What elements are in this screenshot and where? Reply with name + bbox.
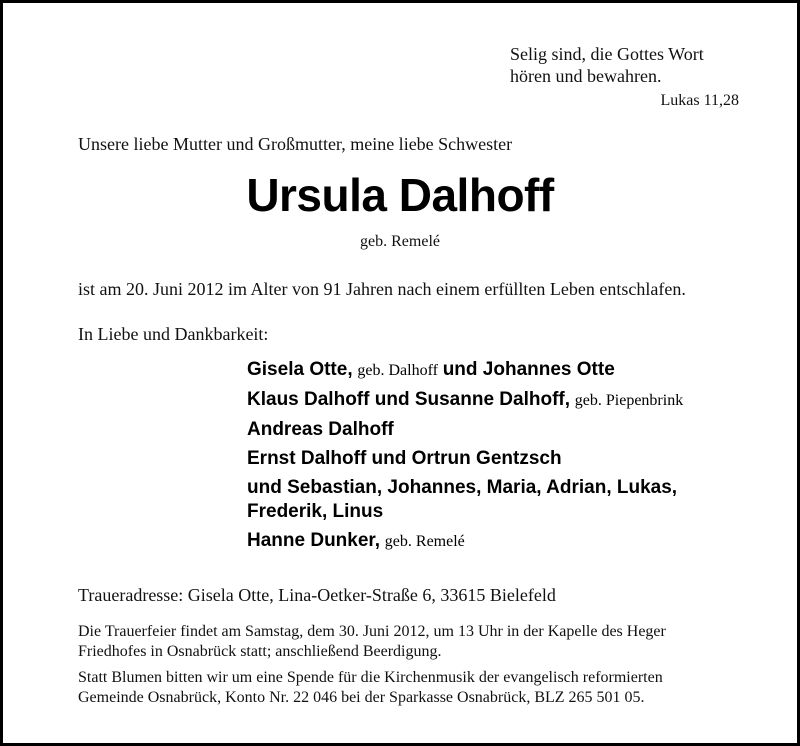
donation-info-line-1: Statt Blumen bitten wir um eine Spende für die Kirchenmusik der evangelisch reformierten (78, 669, 663, 686)
mourner-entry (247, 476, 747, 524)
death-statement: ist am 20. Juni 2012 im Alter von 91 Jahren nach einem erfüllten Leben entschlafen. (78, 279, 686, 299)
grandchildren-line-2: Frederik, Linus (247, 501, 384, 522)
bible-quote-line-1: Selig sind, die Gottes Wort (510, 44, 704, 64)
donation-info-line-2: Gemeinde Osnabrück, Konto Nr. 22 046 bei der Sparkasse Osnabrück, BLZ 265 501 05. (78, 689, 645, 706)
mourner-partner: und Johannes Otte (442, 359, 615, 380)
funeral-info-line-1: Die Trauerfeier findet am Samstag, dem 30. Juni 2012, um 13 Uhr in der Kapelle des Heger (78, 623, 666, 640)
funeral-info-line-2: Friedhofes in Osnabrück statt; anschließend Beerdigung. (78, 643, 442, 660)
mourner-entry (247, 358, 747, 383)
mourner-name: Hanne Dunker, (247, 530, 381, 551)
mourner-nee: geb. Dalhoff (357, 362, 438, 379)
mourner-nee: geb. Piepenbrink (574, 392, 684, 409)
donation-info (78, 668, 738, 708)
mourners-list (247, 358, 747, 559)
bible-quote (510, 43, 704, 87)
mourner-nee: geb. Remelé (384, 533, 465, 550)
funeral-info (78, 622, 738, 662)
mourning-address: Traueradresse: Gisela Otte, Lina-Oetker-Straße 6, 33615 Bielefeld (78, 585, 556, 605)
mourner-name: Klaus Dalhoff und Susanne Dalhoff, (247, 389, 571, 410)
maiden-name: geb. Remelé (360, 233, 440, 250)
mourner-entry (247, 418, 747, 442)
mourner-name: Andreas Dalhoff (247, 419, 394, 440)
intro-line: Unsere liebe Mutter und Großmutter, meine liebe Schwester (78, 134, 513, 154)
mourner-name: Gisela Otte, (247, 359, 353, 380)
mourner-entry (247, 529, 747, 554)
mourner-entry (247, 447, 747, 471)
mourner-entry (247, 388, 747, 413)
mourner-name: Ernst Dalhoff und Ortrun Gentzsch (247, 448, 562, 469)
grandchildren-line-1: und Sebastian, Johannes, Maria, Adrian, Lukas, (247, 477, 678, 498)
thanks-line: In Liebe und Dankbarkeit: (78, 324, 269, 344)
deceased-name: Ursula Dalhoff (246, 169, 554, 221)
bible-quote-line-2: hören und bewahren. (510, 66, 662, 86)
bible-quote-reference: Lukas 11,28 (660, 92, 739, 109)
